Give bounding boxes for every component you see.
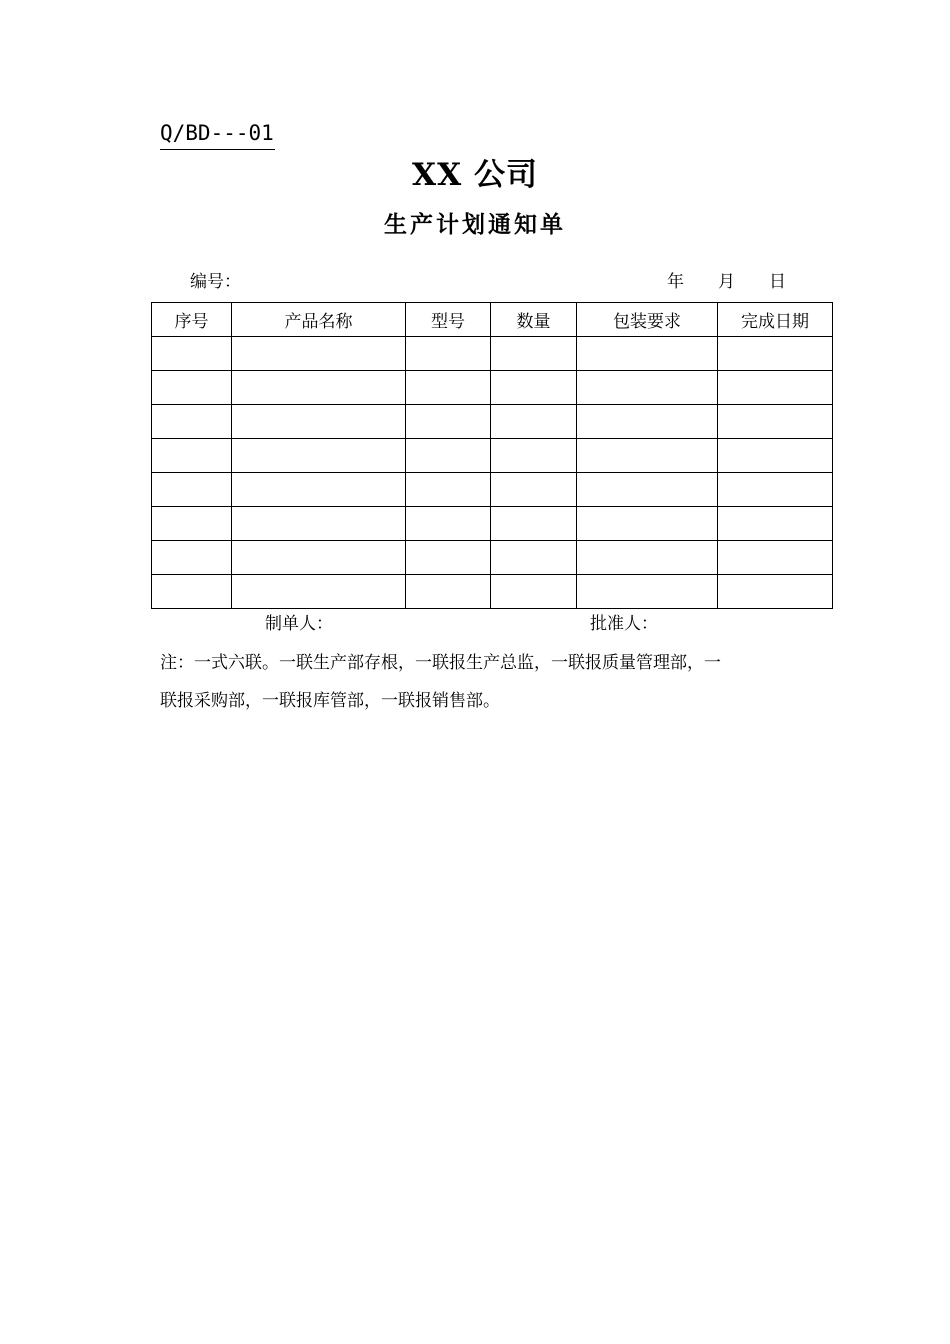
cell-completion-date[interactable] [718, 473, 833, 507]
cell-model[interactable] [406, 575, 491, 609]
cell-quantity[interactable] [491, 507, 577, 541]
document-code: Q/BD---01 [160, 118, 275, 150]
approved-by-label: 批准人： [590, 614, 658, 634]
cell-product-name[interactable] [232, 439, 406, 473]
cell-sequence[interactable] [152, 371, 232, 405]
table-row [152, 439, 833, 473]
distribution-note [160, 644, 800, 720]
cell-product-name[interactable] [232, 541, 406, 575]
cell-packaging[interactable] [577, 405, 718, 439]
cell-product-name[interactable] [232, 405, 406, 439]
cell-completion-date[interactable] [718, 371, 833, 405]
cell-product-name[interactable] [232, 337, 406, 371]
cell-sequence[interactable] [152, 541, 232, 575]
cell-packaging[interactable] [577, 507, 718, 541]
cell-completion-date[interactable] [718, 405, 833, 439]
cell-quantity[interactable] [491, 439, 577, 473]
cell-sequence[interactable] [152, 405, 232, 439]
cell-quantity[interactable] [491, 405, 577, 439]
table-row [152, 575, 833, 609]
cell-model[interactable] [406, 507, 491, 541]
cell-product-name[interactable] [232, 575, 406, 609]
meta-row [190, 268, 790, 296]
serial-number-label: 编号： [190, 272, 241, 292]
column-header-model: 型号 [406, 303, 491, 337]
cell-model[interactable] [406, 473, 491, 507]
cell-completion-date[interactable] [718, 439, 833, 473]
table-body [152, 337, 833, 609]
cell-quantity[interactable] [491, 575, 577, 609]
cell-sequence[interactable] [152, 507, 232, 541]
cell-completion-date[interactable] [718, 541, 833, 575]
cell-sequence[interactable] [152, 473, 232, 507]
cell-completion-date[interactable] [718, 507, 833, 541]
cell-quantity[interactable] [491, 541, 577, 575]
table-row [152, 337, 833, 371]
table-row [152, 541, 833, 575]
date-fields: 年 月 日 [667, 272, 786, 292]
cell-packaging[interactable] [577, 439, 718, 473]
cell-model[interactable] [406, 371, 491, 405]
cell-model[interactable] [406, 541, 491, 575]
column-header-quantity: 数量 [491, 303, 577, 337]
cell-quantity[interactable] [491, 337, 577, 371]
cell-sequence[interactable] [152, 337, 232, 371]
prepared-by-label: 制单人： [265, 614, 333, 634]
cell-packaging[interactable] [577, 473, 718, 507]
production-plan-table [151, 302, 833, 609]
form-title: 生产计划通知单 [384, 212, 566, 238]
column-header-sequence: 序号 [152, 303, 232, 337]
cell-model[interactable] [406, 337, 491, 371]
cell-product-name[interactable] [232, 371, 406, 405]
cell-completion-date[interactable] [718, 575, 833, 609]
cell-completion-date[interactable] [718, 337, 833, 371]
company-name: XX 公司 [412, 157, 538, 193]
column-header-product-name: 产品名称 [232, 303, 406, 337]
table-header-row [152, 303, 833, 337]
table-row [152, 473, 833, 507]
column-header-completion-date: 完成日期 [718, 303, 833, 337]
cell-product-name[interactable] [232, 507, 406, 541]
cell-quantity[interactable] [491, 473, 577, 507]
signature-row [265, 610, 765, 638]
cell-packaging[interactable] [577, 541, 718, 575]
note-line: 联报采购部，一联报库管部，一联报销售部。 [160, 691, 500, 711]
cell-packaging[interactable] [577, 337, 718, 371]
table-row [152, 405, 833, 439]
cell-sequence[interactable] [152, 439, 232, 473]
cell-quantity[interactable] [491, 371, 577, 405]
table-row [152, 371, 833, 405]
cell-model[interactable] [406, 439, 491, 473]
column-header-packaging: 包装要求 [577, 303, 718, 337]
table-row [152, 507, 833, 541]
cell-packaging[interactable] [577, 371, 718, 405]
cell-product-name[interactable] [232, 473, 406, 507]
cell-sequence[interactable] [152, 575, 232, 609]
cell-model[interactable] [406, 405, 491, 439]
note-line: 注：一式六联。一联生产部存根，一联报生产总监，一联报质量管理部，一 [160, 653, 721, 673]
cell-packaging[interactable] [577, 575, 718, 609]
